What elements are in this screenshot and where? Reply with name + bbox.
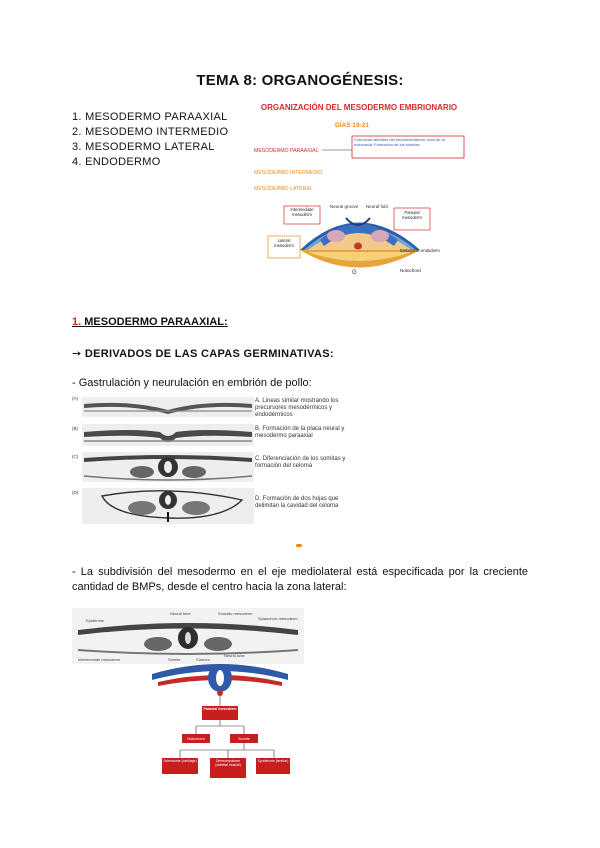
orange-mark — [296, 544, 302, 547]
fig1-row2-label: MESODERMO INTERMEDIO — [254, 170, 323, 176]
fig3-label: Epidermis — [86, 618, 104, 623]
fig1-notochord: Notochord — [400, 268, 421, 273]
fig1-row1-note: Columnas laterales del neuroectodermo; tubo de la notocorda; Formación de los somitas — [354, 137, 445, 147]
fig1-row3-label: MESODERMO LATERAL — [254, 186, 313, 192]
flow-dermomyotome-label: Dermomyotome (skeletal muscle) — [215, 759, 241, 767]
page-title: TEMA 8: ORGANOGÉNESIS: — [196, 72, 404, 89]
figure-mesoderm-organization — [248, 100, 470, 284]
fig1-paraxial: Paraxial mesoderm — [402, 210, 422, 220]
fig1-g-label: G — [352, 270, 357, 276]
panel-label: (D) — [72, 490, 79, 495]
fig1-row1-label: MESODERMO PARAAXIAL — [254, 148, 319, 154]
fig3-label: Intermediate mesoderm — [78, 657, 121, 662]
fig1-neural-fold: Neural fold — [366, 204, 388, 209]
subheading: ➙ DERIVADOS DE LAS CAPAS GERMINATIVAS: — [72, 348, 334, 360]
fig1-intermediate: Intermediate mesoderm — [290, 207, 314, 217]
fig3-label: Somatic mesoderm — [218, 611, 253, 616]
flow-somite-label: Somite — [238, 737, 250, 741]
toc-item: 1. MESODERMO PARAAXIAL — [72, 111, 228, 123]
flow-syndetome-label: Syndetome (tendon) — [257, 759, 289, 763]
table-of-contents — [72, 110, 228, 170]
fig3-label: Coelom — [196, 657, 210, 662]
flow-sclerotome-label: Sclerotome (cartilage) — [163, 759, 197, 763]
fig1-neural-groove: Neural groove — [330, 204, 359, 209]
section-heading — [72, 316, 228, 328]
flow-paraxial-label: Paraxial mesoderm — [203, 707, 237, 711]
figure-bmp-flowchart — [150, 652, 290, 780]
panel-label: (A) — [72, 396, 78, 401]
caption-a: A. Lineas similar mostrando los precursores mesodérmicos y endodérmicos — [255, 398, 339, 418]
toc-item: 4. ENDODERMO — [72, 156, 161, 168]
fig1-title: ORGANIZACIÓN DEL MESODERMO EMBRIONARIO — [260, 103, 458, 112]
caption-c: C. Diferenciación de los somitas y formación del celoma — [255, 456, 346, 469]
paragraph-bmp: - La subdivisión del mesodermo en el eje mediolateral está especificada por la creciente cantidad de BMPs, desde el centro hacia la zona lateral: — [72, 566, 528, 593]
caption-b: B. Formación de la placa neural y mesodermo paraaxial — [255, 426, 345, 439]
fig3-label: Splanchnic mesoderm — [258, 616, 298, 621]
fig1-endoderm: Embryonic endoderm — [400, 248, 440, 253]
fig3-label: Somite — [168, 657, 181, 662]
toc-item: 3. MESODERMO LATERAL — [72, 141, 215, 153]
panel-b — [72, 424, 254, 446]
panel-d — [72, 488, 254, 524]
section-number: 1. — [72, 316, 82, 328]
flow-notochord-label: Notochord — [187, 737, 205, 741]
fig4-neural-tube: Neural tube — [224, 653, 245, 658]
panel-label: (C) — [72, 454, 79, 459]
paragraph-gastrulation: - Gastrulación y neurulación en embrión de pollo: — [72, 377, 312, 389]
panel-a — [72, 396, 254, 417]
fig1-subtitle: DÍAS 19-21 — [335, 122, 369, 129]
panel-c — [72, 452, 254, 482]
section-title: MESODERMO PARAAXIAL: — [84, 316, 228, 328]
fig3-label: Neural tube — [170, 611, 191, 616]
fig1-lateral: Lateral mesoderm — [274, 238, 294, 248]
toc-item: 2. MESODEMO INTERMEDIO — [72, 126, 229, 138]
caption-d: D. Formación de dos hojas que delimitan la cavidad del celoma — [255, 496, 339, 509]
panel-label: (B) — [72, 426, 78, 431]
